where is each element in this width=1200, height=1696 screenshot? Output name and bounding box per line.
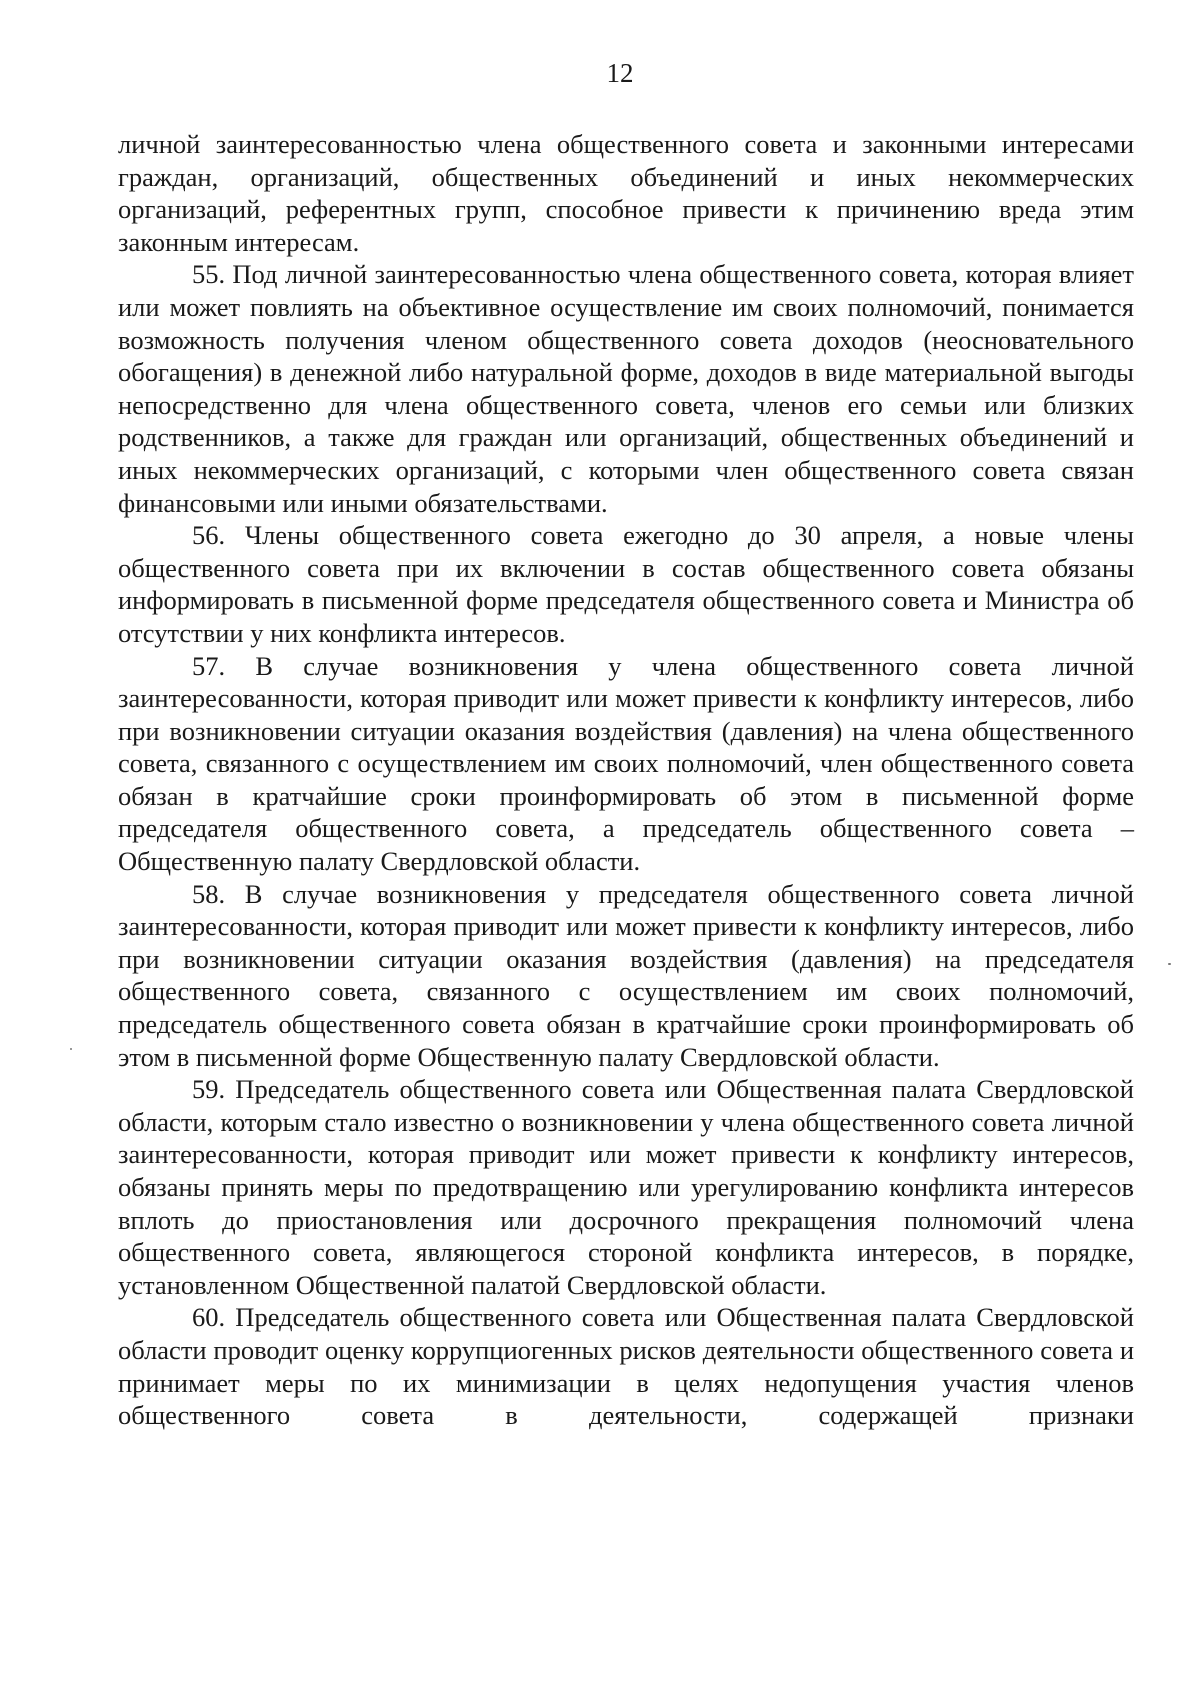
- paragraph-60-last-line-justified: 60. Председатель общественного совета или Общественная палата Свердловской области проводит оценку коррупциогенных рисков деятельности общественного совета и принимает меры по их минимизации в целях недопущения участия членов общественного совета в деятельности, содержащей признаки: [118, 1302, 1134, 1431]
- paragraph-55: 55. Под личной заинтересованностью члена общественного совета, которая влияет или может повлиять на объективное осуществление им своих полномочий, понимается возможность получения членом общественного совета доходов (неосновательного обогащения) в денежной либо натуральной форме, доходов в виде материальной выгоды непосредственно для члена общественного совета, членов его семьи или близких родственников, а также для граждан или организаций, общественных объединений и иных некоммерческих организаций, с которыми член общественного совета связан финансовыми или иными обязательствами.: [118, 259, 1134, 518]
- document-body: [118, 128, 1134, 1432]
- paragraph-56: 56. Члены общественного совета ежегодно до 30 апреля, а новые члены общественного совета при их включении в состав общественного совета обязаны информировать в письменной форме председателя общественного совета и Министра об отсутствии у них конфликта интересов.: [118, 520, 1134, 648]
- paragraph-58: 58. В случае возникновения у председателя общественного совета личной заинтересованности, которая приводит или может привести к конфликту интересов, либо при возникновении ситуации оказания воздействия (давления) на председателя общественного совета, связанного с осуществлением им своих полномочий, председатель общественного совета обязан в кратчайшие сроки проинформировать об этом в письменной форме Общественную палату Свердловской области.: [118, 878, 1134, 1072]
- paragraph-continuation: личной заинтересованностью члена общественного совета и законными интересами граждан, организаций, общественных объединений и иных некоммерческих организаций, референтных групп, способное привести к причинению вреда этим законным интересам.: [118, 129, 1134, 257]
- paragraph-57: 57. В случае возникновения у члена общественного совета личной заинтересованности, которая приводит или может привести к конфликту интересов, либо при возникновении ситуации оказания воздействия (давления) на члена общественного совета, связанного с осуществлением им своих полномочий, член общественного совета обязан в кратчайшие сроки проинформировать об этом в письменной форме председателя общественного совета, а председатель общественного совета – Общественную палату Свердловской области.: [118, 650, 1134, 877]
- scan-speck: [70, 1048, 72, 1050]
- page-number: 12: [606, 58, 634, 88]
- paragraph-59: 59. Председатель общественного совета или Общественная палата Свердловской области, которым стало известно о возникновении у члена общественного совета личной заинтересованности, которая приводит или может привести к конфликту интересов, обязаны принять меры по предотвращению или урегулированию конфликта интересов вплоть до приостановления или досрочного прекращения полномочий члена общественного совета, являющегося стороной конфликта интересов, в порядке, установленном Общественной палатой Свердловской области.: [118, 1074, 1134, 1300]
- scan-speck: [1168, 963, 1171, 965]
